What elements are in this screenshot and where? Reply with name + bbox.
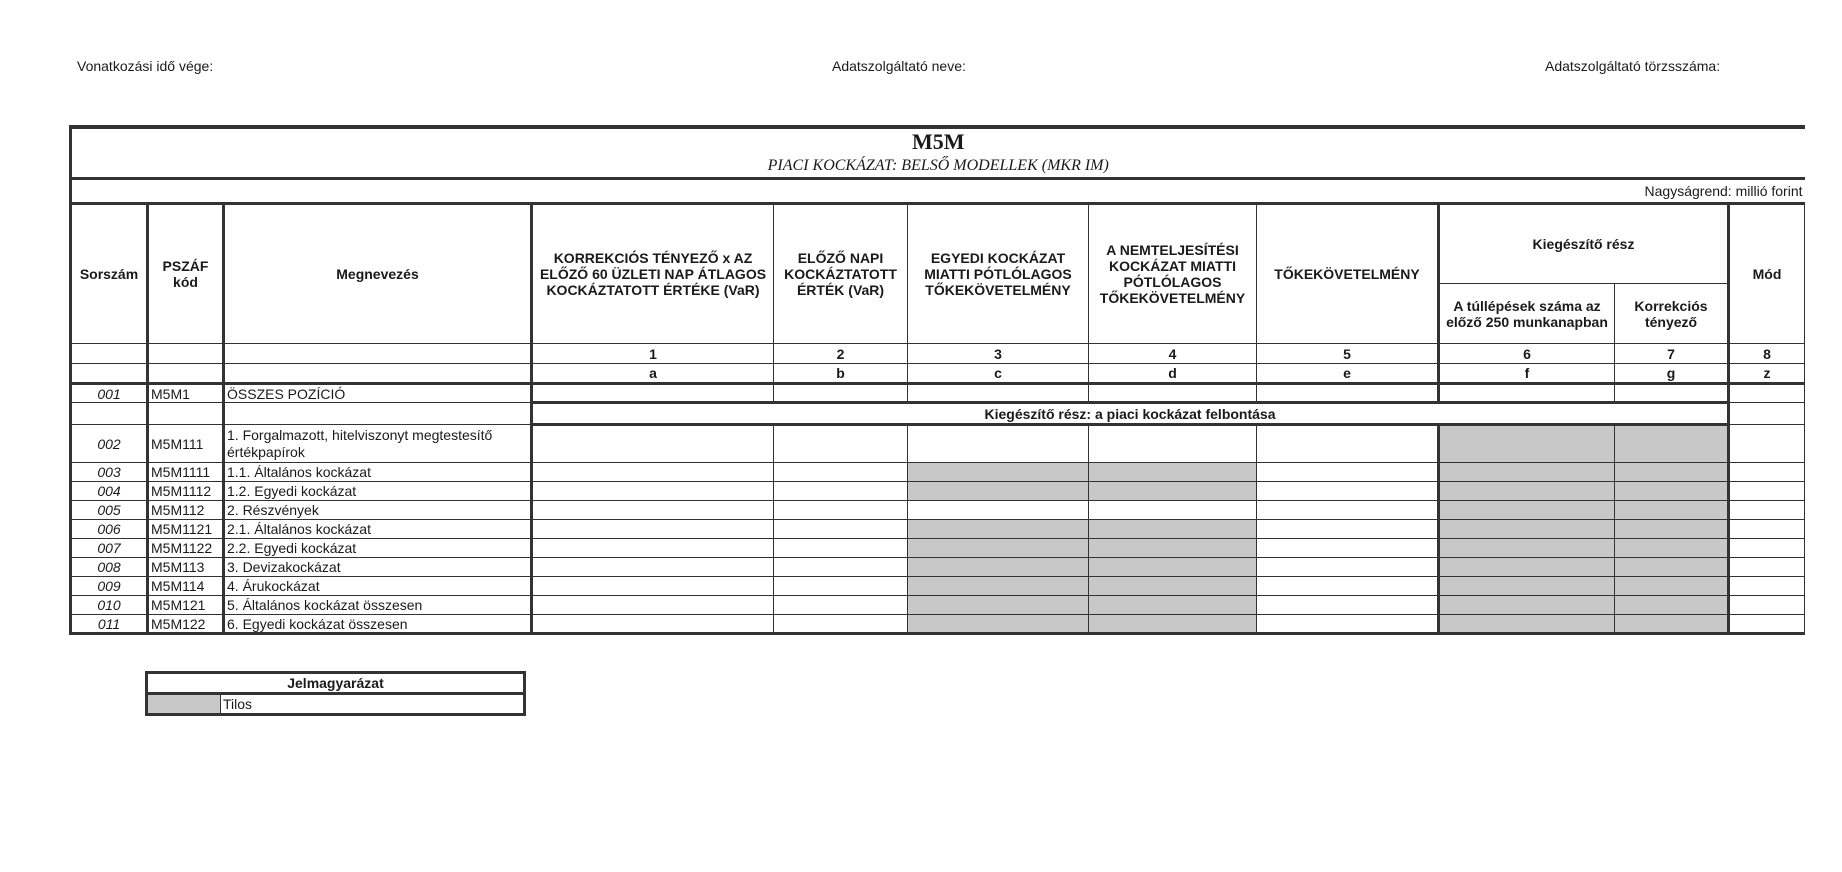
cell-forbidden [1089,558,1257,577]
cell-input[interactable] [774,577,908,596]
cell-input[interactable] [1257,615,1439,634]
cell-forbidden [1089,539,1257,558]
cell-input[interactable] [532,482,774,501]
cell-input[interactable] [1257,384,1439,403]
row-kod: M5M112 [148,501,224,520]
cell-forbidden [1615,463,1729,482]
colnum-6: 6 [1439,344,1615,364]
col-3: EGYEDI KOCKÁZAT MIATTI PÓTLÓLAGOS TŐKEKÖVETELMÉNY [908,204,1089,344]
cell-input[interactable] [1615,384,1729,403]
cell-input[interactable] [532,615,774,634]
col-1: KORREKCIÓS TÉNYEZŐ x AZ ELŐZŐ 60 ÜZLETI NAP ÁTLAGOS KOCKÁZTATOTT ÉRTÉKE (VaR) [532,204,774,344]
table-row [71,615,1805,634]
cell-forbidden [1615,596,1729,615]
table-row [71,501,1805,520]
cell-input[interactable] [1257,577,1439,596]
table-row [71,577,1805,596]
col-4: A NEMTELJESÍTÉSI KOCKÁZAT MIATTI PÓTLÓLAGOS TŐKEKÖVETELMÉNY [1089,204,1257,344]
col-kieg: Kiegészítő rész [1439,204,1729,284]
row-nev: 3. Devizakockázat [224,558,532,577]
cell-input[interactable] [1089,425,1257,463]
cell-forbidden [1439,425,1615,463]
cell-forbidden [1439,539,1615,558]
col-2: ELŐZŐ NAPI KOCKÁZTATOTT ÉRTÉK (VaR) [774,204,908,344]
m5m-table [69,125,1805,635]
colletter-a: a [532,364,774,384]
cell-input[interactable] [908,501,1089,520]
cell-forbidden [1089,463,1257,482]
table-row [71,384,1805,403]
form-title-cell [71,127,1805,179]
row-nev: 2.1. Általános kockázat [224,520,532,539]
cell-input[interactable] [1729,463,1805,482]
cell-input[interactable] [532,577,774,596]
cell-input[interactable] [1257,482,1439,501]
row-nev: 6. Egyedi kockázat összesen [224,615,532,634]
unit-label: Nagyságrend: millió forint [71,179,1805,204]
row-kod: M5M114 [148,577,224,596]
legend-item-label: Tilos [221,694,525,715]
colletter-g: g [1615,364,1729,384]
row-nev: 2.2. Egyedi kockázat [224,539,532,558]
col-sorszam: Sorszám [71,204,148,344]
table-row [71,425,1805,463]
row-nev: 1. Forgalmazott, hitelviszonyt megtestesítő értékpapírok [224,425,532,463]
row-sorszam: 009 [71,577,148,596]
row-nev: 1.2. Egyedi kockázat [224,482,532,501]
cell-input[interactable] [774,425,908,463]
colnum-2: 2 [774,344,908,364]
cell-forbidden [1439,596,1615,615]
cell-input[interactable] [532,596,774,615]
row-kod: M5M111 [148,425,224,463]
table-row [71,520,1805,539]
cell-forbidden [1089,596,1257,615]
row-kod: M5M1 [148,384,224,403]
colletter-z: z [1729,364,1805,384]
cell-input[interactable] [774,520,908,539]
cell-forbidden [1089,577,1257,596]
cell-forbidden [908,558,1089,577]
provider-name-label: Adatszolgáltató neve: [832,58,966,74]
cell-forbidden [1615,539,1729,558]
cell-input[interactable] [1439,384,1615,403]
cell-forbidden [1615,558,1729,577]
cell-forbidden [1615,501,1729,520]
cell-input[interactable] [1257,463,1439,482]
cell-forbidden [908,520,1089,539]
provider-id-label: Adatszolgáltató törzsszáma: [1545,58,1721,74]
cell-forbidden [1615,482,1729,501]
cell-input[interactable] [908,425,1089,463]
row-kod: M5M122 [148,615,224,634]
cell-input[interactable] [774,539,908,558]
cell-input[interactable] [1257,558,1439,577]
cell-input[interactable] [774,615,908,634]
cell-forbidden [1439,501,1615,520]
cell-input[interactable] [1729,596,1805,615]
cell-input[interactable] [532,425,774,463]
cell-input[interactable] [1729,384,1805,403]
row-sorszam: 004 [71,482,148,501]
row-kod: M5M1112 [148,482,224,501]
row-sorszam: 001 [71,384,148,403]
cell-input[interactable] [1729,425,1805,463]
cell-forbidden [1089,482,1257,501]
row-kod: M5M1111 [148,463,224,482]
cell-input[interactable] [1729,539,1805,558]
colnum-4: 4 [1089,344,1257,364]
cell-forbidden [908,596,1089,615]
cell-input[interactable] [532,520,774,539]
cell-input[interactable] [532,501,774,520]
row-kod: M5M113 [148,558,224,577]
colletter-b: b [774,364,908,384]
row-sorszam: 007 [71,539,148,558]
legend-gray-swatch [147,694,221,715]
colletter-d: d [1089,364,1257,384]
cell-forbidden [1439,577,1615,596]
cell-input[interactable] [908,384,1089,403]
cell-input[interactable] [532,384,774,403]
row-sorszam: 011 [71,615,148,634]
cell-forbidden [908,539,1089,558]
breakdown-label: Kiegészítő rész: a piaci kockázat felbontása [532,403,1729,425]
row-nev: 5. Általános kockázat összesen [224,596,532,615]
row-sorszam: 010 [71,596,148,615]
colnum-5: 5 [1257,344,1439,364]
row-sorszam: 008 [71,558,148,577]
cell-input[interactable] [774,384,908,403]
form-code: M5M [911,129,965,154]
cell-forbidden [1615,615,1729,634]
table-row [71,558,1805,577]
cell-forbidden [1089,615,1257,634]
row-nev: 1.1. Általános kockázat [224,463,532,482]
cell-input[interactable] [1729,558,1805,577]
cell-forbidden [908,463,1089,482]
row-nev: ÖSSZES POZÍCIÓ [224,384,532,403]
colnum-8: 8 [1729,344,1805,364]
col-6: A túllépések száma az előző 250 munkanapban [1439,284,1615,344]
col-mod: Mód [1729,204,1805,344]
table-row [71,463,1805,482]
cell-input[interactable] [1257,425,1439,463]
colletter-c: c [908,364,1089,384]
colletter-f: f [1439,364,1615,384]
row-sorszam: 006 [71,520,148,539]
row-kod: M5M1122 [148,539,224,558]
cell-input[interactable] [1089,501,1257,520]
row-kod: M5M1121 [148,520,224,539]
colnum-3: 3 [908,344,1089,364]
cell-input[interactable] [1257,501,1439,520]
cell-forbidden [1615,425,1729,463]
form-title: PIACI KOCKÁZAT: BELSŐ MODELLEK (MKR IM) [767,157,1109,174]
cell-forbidden [1439,463,1615,482]
colnum-1: 1 [532,344,774,364]
colletter-e: e [1257,364,1439,384]
col-5: TŐKEKÖVETELMÉNY [1257,204,1439,344]
row-nev: 2. Részvények [224,501,532,520]
cell-forbidden [1439,520,1615,539]
cell-input[interactable] [1257,539,1439,558]
cell-input[interactable] [1729,520,1805,539]
col-7: Korrekciós tényező [1615,284,1729,344]
period-label: Vonatkozási idő vége: [77,58,214,74]
table-row [71,482,1805,501]
row-nev: 4. Árukockázat [224,577,532,596]
table-row [71,596,1805,615]
cell-forbidden [1615,577,1729,596]
row-sorszam: 005 [71,501,148,520]
cell-forbidden [908,577,1089,596]
row-kod: M5M121 [148,596,224,615]
cell-forbidden [908,482,1089,501]
cell-input[interactable] [1729,482,1805,501]
cell-forbidden [1089,520,1257,539]
colnum-7: 7 [1615,344,1729,364]
col-megnevezes: Megnevezés [224,204,532,344]
cell-input[interactable] [774,596,908,615]
row-sorszam: 003 [71,463,148,482]
cell-input[interactable] [774,501,908,520]
cell-forbidden [1439,615,1615,634]
cell-input[interactable] [774,463,908,482]
cell-forbidden [908,615,1089,634]
cell-forbidden [1439,558,1615,577]
table-row [71,539,1805,558]
cell-forbidden [1439,482,1615,501]
cell-input[interactable] [532,558,774,577]
legend [145,671,526,716]
col-pszaf-kod: PSZÁF kód [148,204,224,344]
cell-input[interactable] [1729,615,1805,634]
cell-input[interactable] [532,539,774,558]
cell-input[interactable] [1257,596,1439,615]
row-sorszam: 002 [71,425,148,463]
cell-forbidden [1615,520,1729,539]
cell-input[interactable] [532,463,774,482]
cell-input[interactable] [774,482,908,501]
cell-input[interactable] [1729,577,1805,596]
cell-input[interactable] [1729,501,1805,520]
cell-input[interactable] [1089,384,1257,403]
cell-input[interactable] [1257,520,1439,539]
legend-title: Jelmagyarázat [147,673,525,694]
cell-input[interactable] [774,558,908,577]
